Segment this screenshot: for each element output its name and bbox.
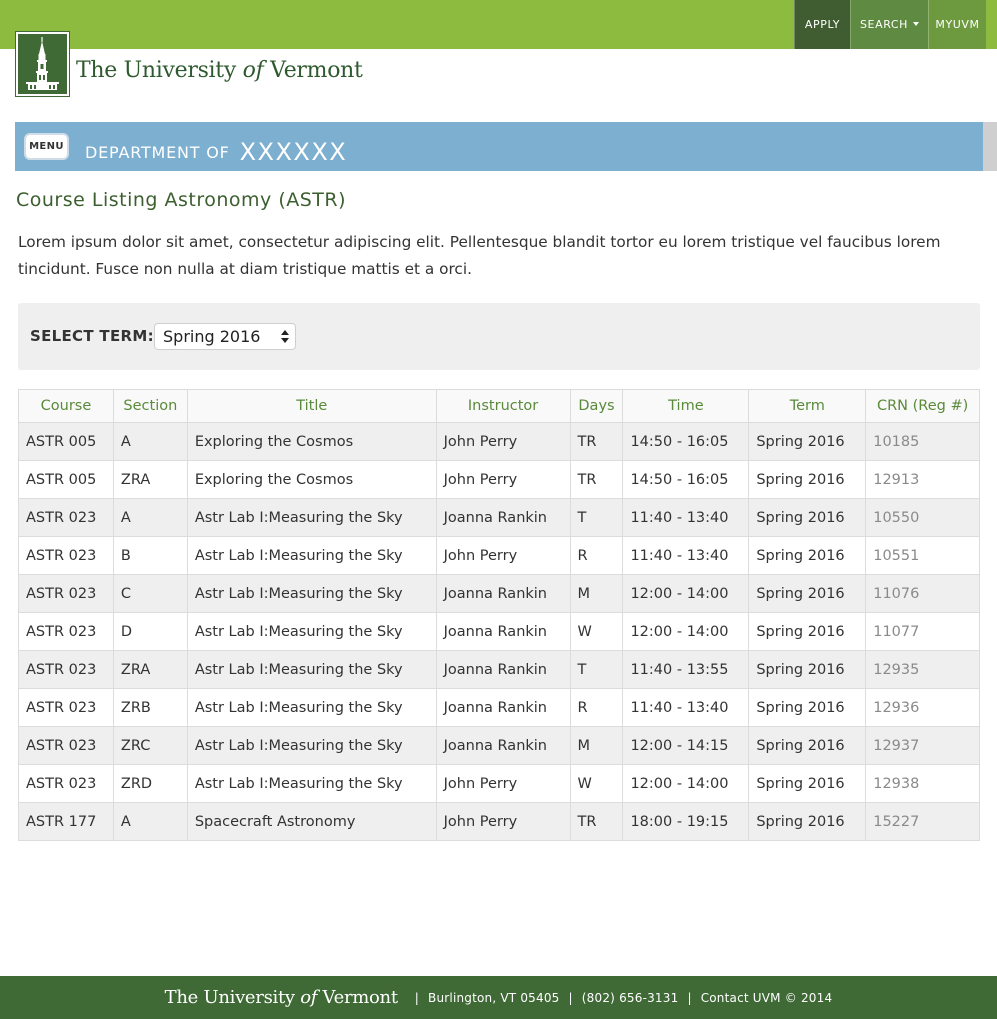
footer-contact-link[interactable]: Contact UVM © 2014: [700, 990, 833, 1005]
cell-section: ZRC: [113, 727, 187, 765]
column-header-section[interactable]: Section: [113, 390, 187, 423]
cell-crn: 12937: [866, 727, 980, 765]
cell-course: ASTR 023: [19, 499, 114, 537]
cell-course: ASTR 177: [19, 803, 114, 841]
cell-crn: 12913: [866, 461, 980, 499]
footer-wordmark-of: of: [300, 987, 318, 1008]
cell-crn: 11077: [866, 613, 980, 651]
table-row: [19, 765, 980, 803]
cell-title: Spacecraft Astronomy: [187, 803, 436, 841]
nav-myuvm-link[interactable]: [928, 0, 986, 49]
column-header-course[interactable]: Course: [19, 390, 114, 423]
page-title: Course Listing Astronomy (ASTR): [16, 189, 347, 211]
cell-days: M: [570, 727, 623, 765]
nav-search-label: SEARCH: [859, 18, 909, 31]
nav-search-link[interactable]: [850, 0, 928, 49]
cell-crn: 12936: [866, 689, 980, 727]
footer-wordmark-pre: The University: [164, 987, 301, 1008]
department-name: XXXXXX: [239, 138, 348, 166]
cell-term: Spring 2016: [749, 499, 866, 537]
cell-days: TR: [570, 461, 623, 499]
cell-time: 11:40 - 13:40: [623, 499, 749, 537]
cell-term: Spring 2016: [749, 803, 866, 841]
cell-instructor: John Perry: [436, 765, 570, 803]
cell-crn: 10551: [866, 537, 980, 575]
cell-title: Astr Lab I:Measuring the Sky: [187, 499, 436, 537]
cell-time: 14:50 - 16:05: [623, 423, 749, 461]
cell-title: Exploring the Cosmos: [187, 461, 436, 499]
department-bar: [15, 122, 983, 171]
footer-separator: |: [414, 990, 420, 1005]
cell-days: R: [570, 537, 623, 575]
cell-days: W: [570, 765, 623, 803]
cell-term: Spring 2016: [749, 765, 866, 803]
column-header-instructor[interactable]: Instructor: [436, 390, 570, 423]
footer: [0, 976, 997, 1019]
table-row: [19, 803, 980, 841]
table-header-row: [19, 390, 980, 423]
cell-crn: 11076: [866, 575, 980, 613]
table-row: [19, 499, 980, 537]
cell-course: ASTR 023: [19, 765, 114, 803]
cell-title: Astr Lab I:Measuring the Sky: [187, 537, 436, 575]
cell-section: ZRB: [113, 689, 187, 727]
cell-section: D: [113, 613, 187, 651]
cell-time: 12:00 - 14:00: [623, 613, 749, 651]
table-row: [19, 575, 980, 613]
column-header-crn[interactable]: CRN (Reg #): [866, 390, 980, 423]
table-row: [19, 727, 980, 765]
cell-time: 12:00 - 14:00: [623, 575, 749, 613]
cell-term: Spring 2016: [749, 651, 866, 689]
footer-wordmark[interactable]: [165, 987, 398, 1008]
cell-section: A: [113, 423, 187, 461]
footer-phone[interactable]: (802) 656-3131: [581, 990, 679, 1005]
cell-section: B: [113, 537, 187, 575]
cell-term: Spring 2016: [749, 537, 866, 575]
cell-instructor: Joanna Rankin: [436, 499, 570, 537]
cell-days: W: [570, 613, 623, 651]
cell-section: C: [113, 575, 187, 613]
top-bar: [0, 0, 997, 49]
footer-address: Burlington, VT 05405: [428, 990, 560, 1005]
wordmark-of: of: [242, 58, 264, 83]
wordmark-pre: The University: [76, 58, 243, 83]
nav-apply-label: APPLY: [804, 18, 841, 31]
cell-instructor: John Perry: [436, 803, 570, 841]
cell-course: ASTR 023: [19, 651, 114, 689]
footer-wordmark-post: Vermont: [317, 987, 398, 1008]
term-filter-panel: [18, 303, 980, 370]
department-bar-edge: [983, 122, 997, 171]
cell-section: ZRD: [113, 765, 187, 803]
cell-crn: 10185: [866, 423, 980, 461]
cell-instructor: Joanna Rankin: [436, 651, 570, 689]
cell-course: ASTR 023: [19, 613, 114, 651]
cell-term: Spring 2016: [749, 727, 866, 765]
column-header-title[interactable]: Title: [187, 390, 436, 423]
cell-time: 11:40 - 13:55: [623, 651, 749, 689]
cell-course: ASTR 005: [19, 461, 114, 499]
department-prefix: DEPARTMENT OF: [85, 143, 230, 162]
cell-crn: 15227: [866, 803, 980, 841]
cell-title: Astr Lab I:Measuring the Sky: [187, 613, 436, 651]
column-header-days[interactable]: Days: [570, 390, 623, 423]
cell-term: Spring 2016: [749, 423, 866, 461]
cell-days: R: [570, 689, 623, 727]
cell-instructor: John Perry: [436, 461, 570, 499]
cell-instructor: John Perry: [436, 423, 570, 461]
cell-crn: 12938: [866, 765, 980, 803]
select-updown-icon: [281, 330, 289, 344]
cell-title: Astr Lab I:Measuring the Sky: [187, 727, 436, 765]
cell-instructor: Joanna Rankin: [436, 575, 570, 613]
cell-section: ZRA: [113, 651, 187, 689]
cell-term: Spring 2016: [749, 689, 866, 727]
nav-apply-link[interactable]: [794, 0, 850, 49]
term-select[interactable]: [154, 323, 296, 350]
cell-time: 11:40 - 13:40: [623, 689, 749, 727]
cell-course: ASTR 023: [19, 537, 114, 575]
cell-course: ASTR 023: [19, 727, 114, 765]
nav-myuvm-label: MYUVM: [935, 18, 980, 31]
cell-title: Exploring the Cosmos: [187, 423, 436, 461]
cell-time: 12:00 - 14:15: [623, 727, 749, 765]
cell-instructor: Joanna Rankin: [436, 613, 570, 651]
uvm-tower-logo-icon[interactable]: [16, 32, 69, 96]
cell-instructor: Joanna Rankin: [436, 727, 570, 765]
cell-course: ASTR 023: [19, 689, 114, 727]
wordmark-post: Vermont: [263, 58, 363, 83]
column-header-time[interactable]: Time: [623, 390, 749, 423]
intro-text: Lorem ipsum dolor sit amet, consectetur adipiscing elit. Pellentesque blandit tortor eu lorem tristique vel faucibus lorem tincidunt. Fusce non nulla at diam tristique mattis et a orci.: [18, 233, 941, 278]
cell-section: A: [113, 803, 187, 841]
course-table: [18, 389, 980, 841]
cell-days: M: [570, 575, 623, 613]
table-row: [19, 613, 980, 651]
table-row: [19, 461, 980, 499]
cell-days: T: [570, 651, 623, 689]
table-row: [19, 423, 980, 461]
cell-time: 18:00 - 19:15: [623, 803, 749, 841]
cell-course: ASTR 023: [19, 575, 114, 613]
cell-days: T: [570, 499, 623, 537]
cell-term: Spring 2016: [749, 575, 866, 613]
cell-title: Astr Lab I:Measuring the Sky: [187, 689, 436, 727]
cell-course: ASTR 005: [19, 423, 114, 461]
cell-time: 12:00 - 14:00: [623, 765, 749, 803]
top-nav: [794, 0, 986, 49]
column-header-term[interactable]: Term: [749, 390, 866, 423]
department-title: [85, 136, 347, 164]
cell-instructor: Joanna Rankin: [436, 689, 570, 727]
cell-time: 14:50 - 16:05: [623, 461, 749, 499]
cell-title: Astr Lab I:Measuring the Sky: [187, 575, 436, 613]
cell-days: TR: [570, 803, 623, 841]
menu-button[interactable]: MENU: [24, 133, 69, 160]
cell-days: TR: [570, 423, 623, 461]
cell-title: Astr Lab I:Measuring the Sky: [187, 651, 436, 689]
select-term-label: SELECT TERM:: [30, 327, 154, 345]
footer-separator: |: [687, 990, 692, 1005]
cell-time: 11:40 - 13:40: [623, 537, 749, 575]
footer-separator: |: [568, 990, 573, 1005]
term-select-value: Spring 2016: [163, 327, 261, 346]
table-row: [19, 651, 980, 689]
cell-term: Spring 2016: [749, 461, 866, 499]
university-wordmark[interactable]: [76, 58, 363, 83]
cell-crn: 12935: [866, 651, 980, 689]
cell-title: Astr Lab I:Measuring the Sky: [187, 765, 436, 803]
table-row: [19, 689, 980, 727]
cell-section: A: [113, 499, 187, 537]
cell-section: ZRA: [113, 461, 187, 499]
cell-instructor: John Perry: [436, 537, 570, 575]
cell-term: Spring 2016: [749, 613, 866, 651]
cell-crn: 10550: [866, 499, 980, 537]
footer-info: [406, 991, 833, 1005]
caret-down-icon: [913, 22, 919, 26]
table-row: [19, 537, 980, 575]
